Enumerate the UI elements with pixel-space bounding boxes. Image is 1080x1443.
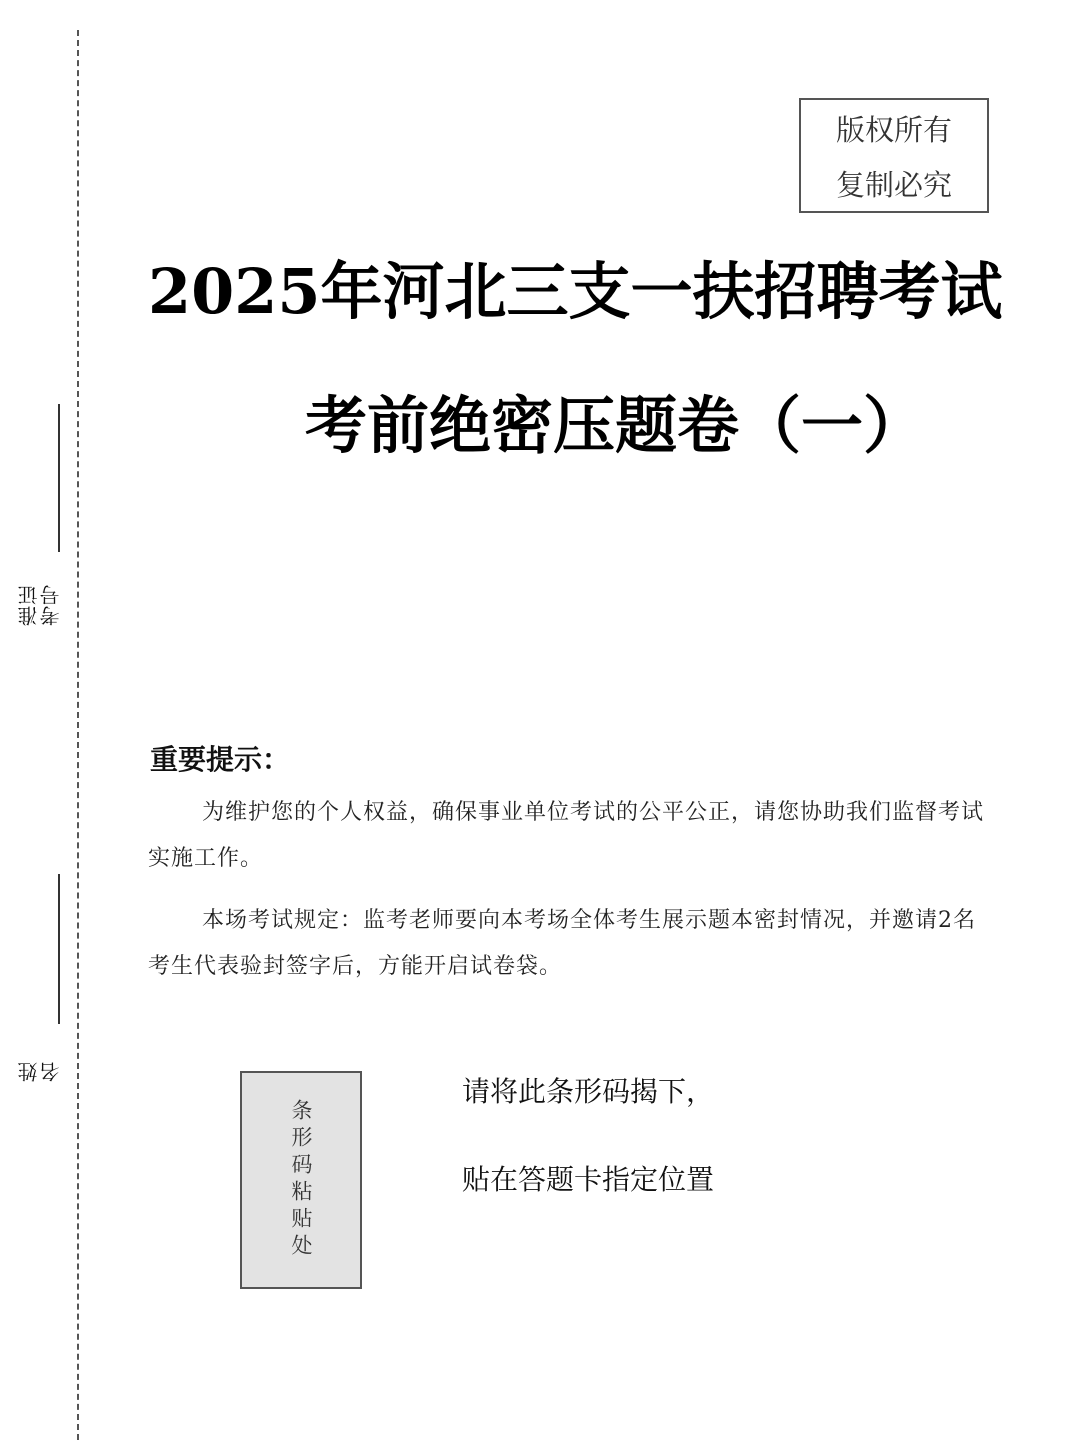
name-blank[interactable] (58, 874, 60, 1024)
exam-number-blank[interactable] (58, 404, 60, 552)
copyright-box (799, 98, 989, 213)
copyright-line-2: 复制必究 (835, 167, 952, 202)
exam-number-field (14, 400, 74, 640)
notice-heading: 重要提示： (150, 743, 291, 776)
barcode-instruction-line-1: 请将此条形码揭下， (462, 1075, 715, 1108)
page-title: 2025年河北三支一扶招聘考试 (148, 255, 1003, 328)
notice-paragraph-1: 为维护您的个人权益，确保事业单位考试的公平公正，请您协助我们监督考试实施工作。 (148, 800, 985, 871)
copyright-line-1: 版权所有 (835, 112, 952, 147)
name-label: 姓名 (17, 1061, 63, 1082)
barcode-area (240, 1071, 362, 1289)
barcode-instruction-line-2: 贴在答题卡指定位置 (462, 1163, 715, 1196)
notice-paragraph-2: 本场考试规定：监考老师要向本考场全体考生展示题本密封情况，并邀请2名考生代表验封签字后，方能开启试卷袋。 (148, 908, 976, 979)
name-field (14, 870, 74, 1082)
barcode-label: 条形码粘贴处 (289, 1099, 313, 1261)
binding-dashed-line (77, 30, 79, 1440)
exam-number-label: 准证考号 (17, 584, 63, 626)
page-subtitle: 考前绝密压题卷（一） (305, 389, 926, 462)
